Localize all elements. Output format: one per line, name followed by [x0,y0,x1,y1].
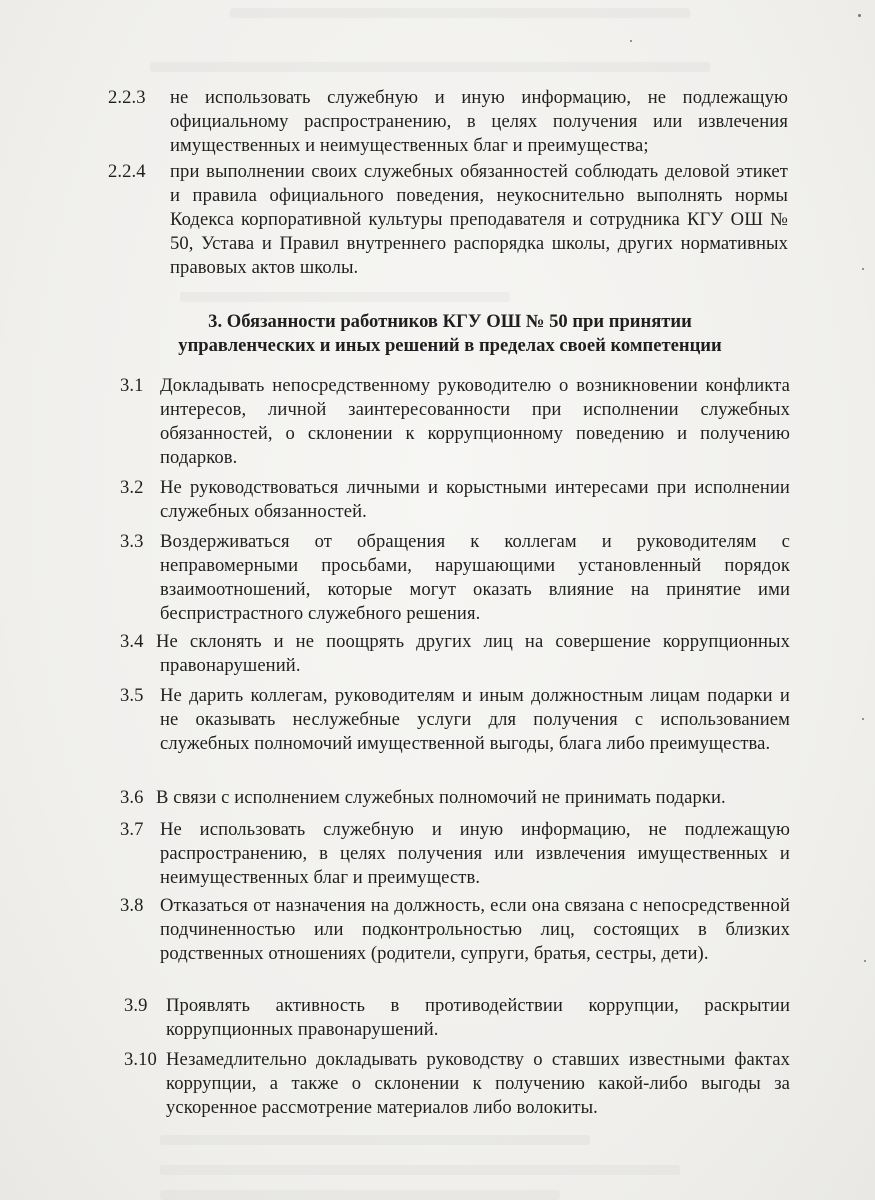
clause-text: Не дарить коллегам, руководителям и иным должностным лицам подарки и не оказывать неслужебные услуги для получения с использованием служебных полномочий имущественной выгоды, блага либо преимущества. [160,685,790,754]
clause-3-8 [120,894,790,966]
clause-text: Докладывать непосредственному руководителю о возникновении конфликта интересов, личной заинтересованности при исполнении служебных обязанностей, о склонении к коррупционному поведению и получению подарков. [160,375,790,468]
clause-text: Не склонять и не поощрять других лиц на совершение коррупционных правонарушений. [156,631,790,676]
clause-number: 3.10 [124,1049,157,1070]
clause-text: не использовать служебную и иную информацию, не подлежащую официальному распространению, в целях получения или извлечения имущественных и неимущественных благ и преимущества; [170,87,788,156]
bleed-through-line [160,1135,590,1145]
clause-3-3 [120,530,790,626]
clause-text: Не использовать служебную и иную информацию, не подлежащую распространению, в целях получения или извлечения имущественных и неимущественных благ и преимуществ. [160,819,790,888]
clause-text: Незамедлительно докладывать руководству о ставших известными фактах коррупции, а также о склонении к получению какой-либо выгоды за ускоренное рассмотрение материалов либо волокиты. [166,1049,790,1118]
bleed-through-line [160,1190,560,1200]
section-heading-line-1: 3. Обязанности работников КГУ ОШ № 50 при принятии [208,311,692,332]
clause-text: Не руководствоваться личными и корыстными интересами при исполнении служебных обязанностей. [160,477,790,522]
clause-number: 3.7 [120,819,144,840]
scan-speck [864,960,866,962]
clause-text: Воздерживаться от обращения к коллегам и руководителям с неправомерными просьбами, нарушающими установленный порядок взаимоотношений, которые могут оказать влияние на принятие ими беспристрастного служебного решения. [160,531,790,624]
clause-text: при выполнении своих служебных обязанностей соблюдать деловой этикет и правила официального поведения, неукоснительно выполнять нормы Кодекса корпоративной культуры преподавателя и сотрудника КГУ ОШ № 50, Устава и Правил внутреннего распорядка школы, других нормативных правовых актов школы. [170,161,788,278]
clause-3-7 [120,818,790,890]
clause-number: 2.2.3 [108,87,146,108]
clause-number: 3.4 [120,631,144,652]
clause-3-2 [120,476,790,524]
clause-number: 3.3 [120,531,144,552]
clause-text: Проявлять активность в противодействии коррупции, раскрытии коррупционных правонарушений. [166,995,790,1040]
clause-3-4 [120,630,790,678]
bleed-through-line [230,8,690,18]
scan-speck [630,40,632,42]
clause-3-5 [120,684,790,756]
clause-2-2-4 [108,160,788,280]
clause-number: 3.2 [120,477,144,498]
clause-text: Отказаться от назначения на должность, если она связана с непосредственной подчиненностью или подконтрольностью лиц, состоящих в близких родственных отношениях (родители, супруги, братья, сестры, дети). [160,895,790,964]
clause-number: 3.5 [120,685,144,706]
clause-number: 3.8 [120,895,144,916]
scan-speck [862,718,864,720]
clause-number: 3.1 [120,375,144,396]
clause-2-2-3 [108,86,788,158]
bleed-through-line [150,62,710,72]
bleed-through-line [160,1165,680,1175]
clause-3-6 [120,786,790,810]
clause-3-10 [120,1048,790,1120]
clause-number: 3.6 [120,787,144,808]
clause-3-9 [120,994,790,1042]
scan-speck [858,14,861,17]
section-heading [140,310,760,358]
clause-number: 2.2.4 [108,161,146,182]
clause-text: В связи с исполнением служебных полномочий не принимать подарки. [156,787,726,808]
clause-3-1 [120,374,790,470]
bleed-through-line [180,292,510,302]
clause-number: 3.9 [124,995,148,1016]
section-heading-line-2: управленческих и иных решений в пределах своей компетенции [178,335,722,356]
scan-speck [862,268,864,270]
